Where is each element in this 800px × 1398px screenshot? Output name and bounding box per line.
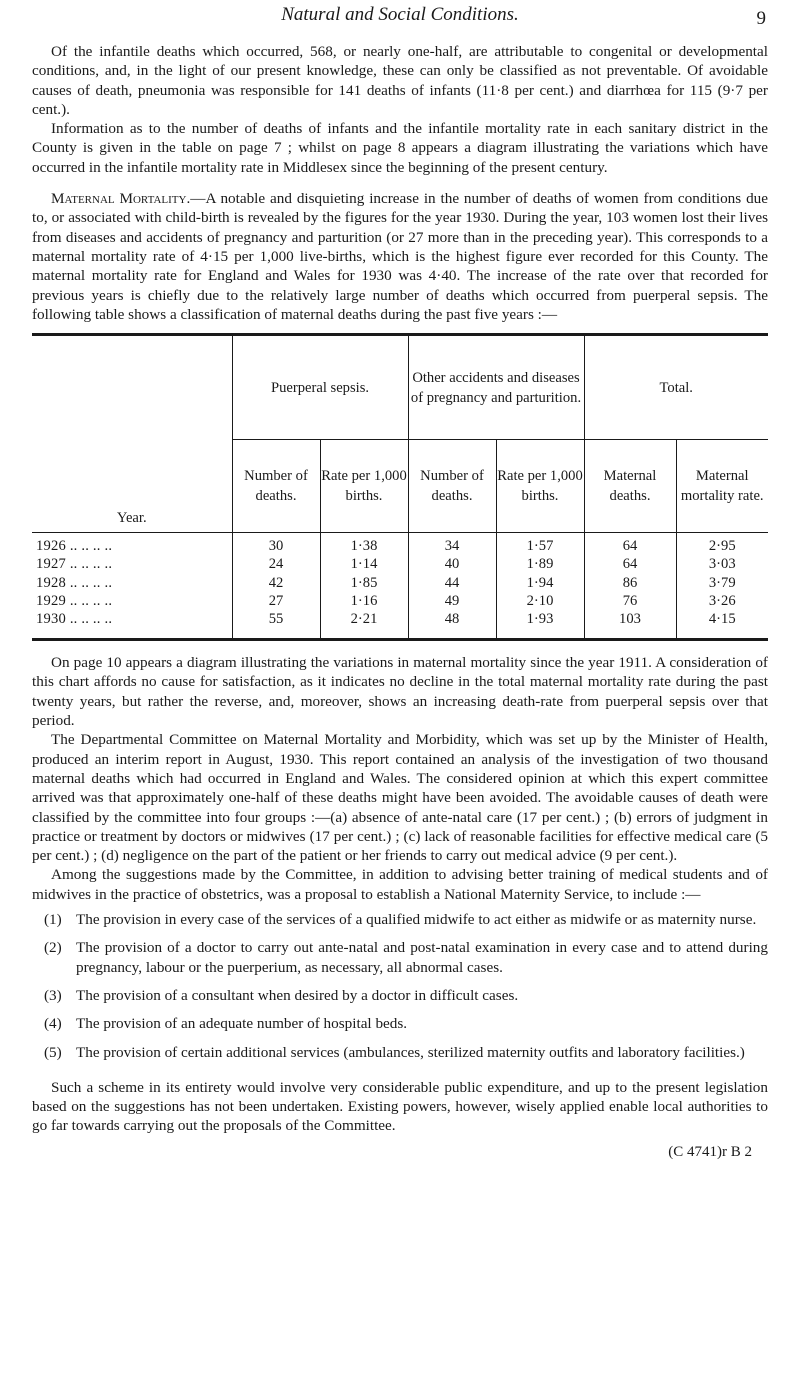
table-cell: 103 bbox=[584, 610, 676, 638]
table-cell: 1·38 bbox=[320, 533, 408, 555]
maternal-mortality-paragraph bbox=[32, 189, 768, 324]
table-cell: 2·95 bbox=[676, 533, 768, 555]
year-cell: 1926 .. .. .. .. bbox=[36, 538, 113, 555]
sub-header: Maternal deaths. bbox=[584, 440, 676, 533]
list-text: The provision of certain additional services (ambulances, sterilized maternity outfits and laboratory facilities.) bbox=[76, 1043, 745, 1061]
table-cell: 64 bbox=[584, 555, 676, 573]
group-header-sepsis: Puerperal sepsis. bbox=[232, 336, 408, 440]
list-item bbox=[32, 986, 768, 1005]
sub-header: Rate per 1,000 births. bbox=[496, 440, 584, 533]
list-item bbox=[32, 1014, 768, 1033]
section-heading: Maternal Mortality. bbox=[51, 190, 191, 208]
table-row bbox=[32, 555, 768, 573]
list-number: (4) bbox=[44, 1015, 62, 1033]
table-cell: 1·93 bbox=[496, 610, 584, 638]
table-cell: 1·89 bbox=[496, 555, 584, 573]
paragraph: Information as to the number of deaths of infants and the infantile mortality rate in each sanitary district in the County is given in the table on page 7 ; whilst on page 8 appears a diagram illustrating the variations which have occurred in the infantile mortality rate in Middlesex since the beginning of the present century. bbox=[32, 120, 768, 176]
closing-paragraph: Such a scheme in its entirety would involve very considerable public expenditure, and up to the present legislation based on the suggestions has not been undertaken. Existing powers, however, wisely applied enable local authorities to go far towards carrying out the proposals of the Committee. bbox=[32, 1078, 768, 1135]
paragraph: Among the suggestions made by the Committee, in addition to advising better training of medical students and of midwives in the practice of obstetrics, was a proposal to establish a National Maternity Service, to include :— bbox=[32, 866, 768, 903]
sub-header: Number of deaths. bbox=[232, 440, 320, 533]
sub-header: Number of deaths. bbox=[408, 440, 496, 533]
sub-header: Rate per 1,000 births. bbox=[320, 440, 408, 533]
table-cell: 49 bbox=[408, 592, 496, 610]
list-number: (5) bbox=[44, 1043, 62, 1061]
running-head: Natural and Social Conditions. bbox=[281, 4, 519, 25]
list-number: (2) bbox=[44, 939, 62, 957]
table-cell: 34 bbox=[408, 533, 496, 555]
year-cell: 1927 .. .. .. .. bbox=[36, 556, 113, 573]
list-text: The provision of an adequate number of hospital beds. bbox=[76, 1015, 408, 1033]
table-cell: 1·16 bbox=[320, 592, 408, 610]
list-text: The provision of a doctor to carry out ante-natal and post-natal examination in every case and to attend during pregnancy, labour or the puerperium, as necessary, all abnormal cases. bbox=[76, 939, 768, 976]
list-item bbox=[32, 910, 768, 929]
year-header: Year. bbox=[116, 510, 147, 527]
page-number: 9 bbox=[756, 8, 766, 29]
list-text: The provision of a consultant when desired by a doctor in difficult cases. bbox=[76, 986, 519, 1004]
table-cell: 3·03 bbox=[676, 555, 768, 573]
list-item bbox=[32, 1043, 768, 1062]
table-row bbox=[32, 610, 768, 638]
table-cell: 2·10 bbox=[496, 592, 584, 610]
table-cell: 40 bbox=[408, 555, 496, 573]
printer-code: (C 4741)r B 2 bbox=[668, 1143, 752, 1160]
table-row bbox=[32, 592, 768, 610]
table-cell: 4·15 bbox=[676, 610, 768, 638]
sub-header: Maternal mortality rate. bbox=[676, 440, 768, 533]
table-cell: 1·94 bbox=[496, 574, 584, 592]
table-row bbox=[32, 574, 768, 592]
proposal-list bbox=[32, 910, 768, 1062]
table-row bbox=[32, 533, 768, 555]
paragraph: On page 10 appears a diagram illustrating the variations in maternal mortality since the year 1911. A consideration of this chart affords no cause for satisfaction, as it indicates no decline in the total maternal mortality rate during the past twenty years, but rather the reverse, and, moreover, shows an increasing death-rate from puerperal sepsis over that period. bbox=[32, 654, 768, 730]
table-cell: 3·79 bbox=[676, 574, 768, 592]
paragraph: The Departmental Committee on Maternal Mortality and Morbidity, which was set up by the Minister of Health, produced an interim report in August, 1930. This report contained an analysis of the investigation of two thousand maternal deaths which had occurred in England and Wales. The considered opinion at which this expert committee arrived was that approximately one-half of these deaths might have been avoided. The avoidable causes of death were classified by the committee into four groups :—(a) absence of ante-natal care (17 per cent.) ; (b) errors of judgment in practice or treatment by doctors or midwives (17 per cent.) ; (c) lack of reasonable facilities for effective medical care (5 per cent.) ; (d) negligence on the part of the patient or her friends to carry out medical advice (9 per cent.). bbox=[32, 731, 768, 865]
table-cell: 2·21 bbox=[320, 610, 408, 638]
page-header bbox=[0, 4, 800, 30]
year-cell: 1929 .. .. .. .. bbox=[36, 592, 113, 609]
year-cell: 1930 .. .. .. .. bbox=[36, 610, 113, 627]
group-header-other: Other accidents and diseases of pregnancy and parturition. bbox=[408, 336, 584, 440]
table-cell: 27 bbox=[232, 592, 320, 610]
list-number: (3) bbox=[44, 986, 62, 1004]
table-cell: 3·26 bbox=[676, 592, 768, 610]
page-content bbox=[32, 42, 768, 1161]
group-header-total: Total. bbox=[584, 336, 768, 440]
paragraph: Of the infantile deaths which occurred, 568, or nearly one-half, are attributable to congenital or developmental conditions, and, in the light of our present knowledge, these can only be classified as not preventable. Of avoidable causes of death, pneumonia was responsible for 141 deaths of infants (11·8 per cent.) and diarrhœa for 115 (9·7 per cent.). bbox=[32, 43, 768, 118]
year-cell: 1928 .. .. .. .. bbox=[36, 574, 113, 591]
list-text: The provision in every case of the services of a qualified midwife to act either as midwife or as maternity nurse. bbox=[76, 911, 757, 929]
table-cell: 1·14 bbox=[320, 555, 408, 573]
table-cell: 64 bbox=[584, 533, 676, 555]
table-cell: 48 bbox=[408, 610, 496, 638]
section-text: —A notable and disquieting increase in the number of deaths of women from conditions due to, or associated with child-birth is revealed by the figures for the year 1930. During the year, 103 women lost their lives from diseases and accidents of pregnancy and parturition (or 27 more than in the preceding year). This corresponds to a maternal mortality rate of 4·15 per 1,000 live-births, which is the highest figure ever recorded for this County. The maternal mortality rate for England and Wales for 1930 was 4·40. The increase of the rate over that recorded for previous years is chiefly due to the relatively large number of deaths which occurred from puerperal sepsis. The following table shows a classification of maternal deaths during the past five years :— bbox=[32, 190, 768, 323]
table-cell: 86 bbox=[584, 574, 676, 592]
table-cell: 24 bbox=[232, 555, 320, 573]
table-cell: 1·85 bbox=[320, 574, 408, 592]
table-cell: 44 bbox=[408, 574, 496, 592]
maternal-deaths-table bbox=[32, 333, 768, 641]
list-item bbox=[32, 938, 768, 977]
table-cell: 76 bbox=[584, 592, 676, 610]
table-cell: 55 bbox=[232, 610, 320, 638]
table-cell: 30 bbox=[232, 533, 320, 555]
table-cell: 1·57 bbox=[496, 533, 584, 555]
table-cell: 42 bbox=[232, 574, 320, 592]
list-number: (1) bbox=[44, 911, 62, 929]
